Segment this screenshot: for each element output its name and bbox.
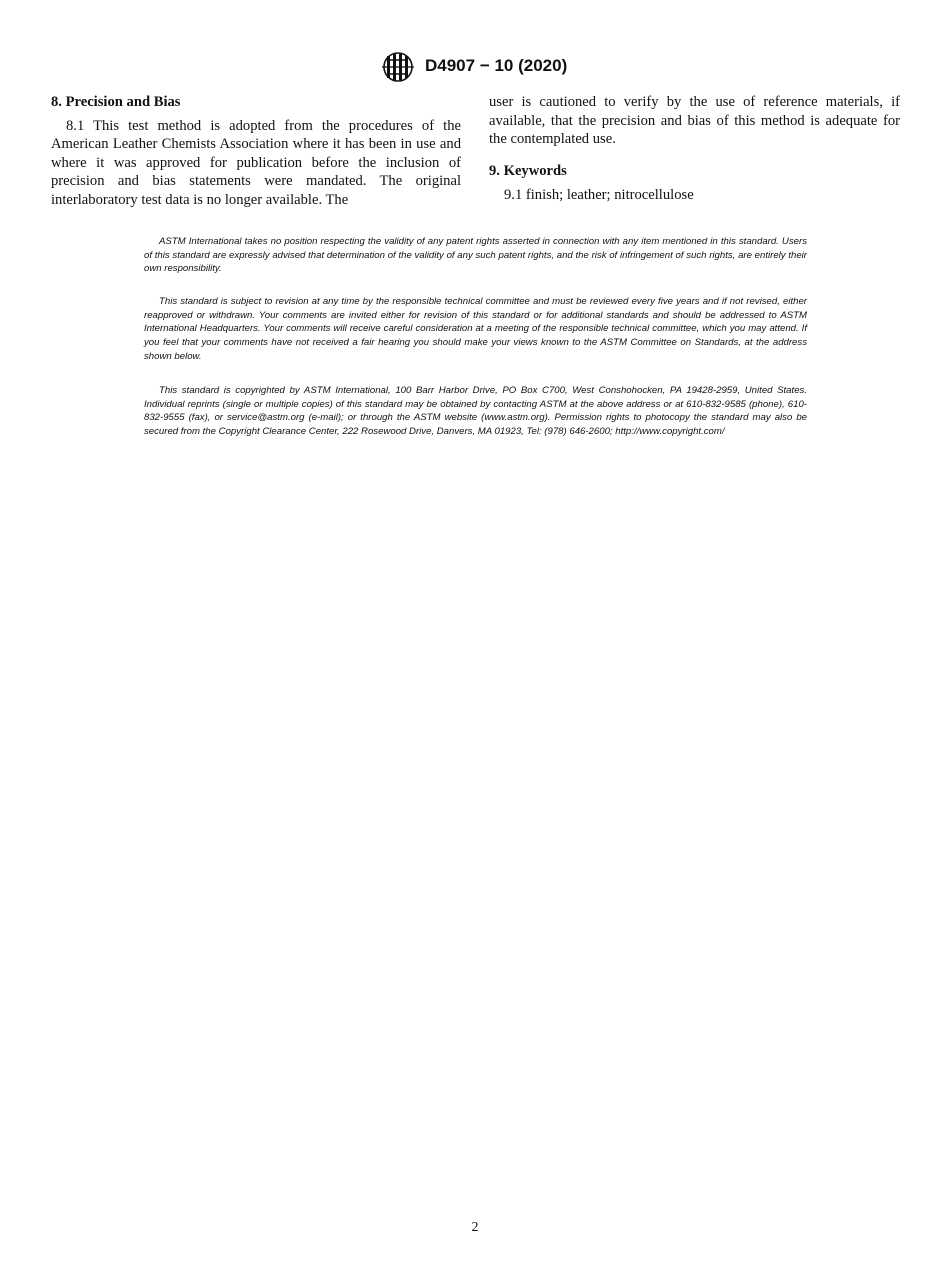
revision-notice: This standard is subject to revision at any time by the responsible technical committee and must be reviewed every five years and if not revised, either reapproved or withdrawn. Your comments are invited either for revision of this standard or for additional standards and should be addressed to ASTM International Headquarters. Your comments will receive careful consideration at a meeting of the responsible technical committee, which you may attend. If you feel that your comments have not received a fair hearing you should make your views known to the ASTM Committee on Standards, at the address shown below. bbox=[144, 296, 807, 362]
right-column bbox=[489, 93, 900, 205]
section-8-1-continuation: user is cautioned to verify by the use of reference materials, if available, that the precision and bias of this method is adequate for the contemplated use. bbox=[489, 94, 900, 147]
page-number: 2 bbox=[471, 1220, 479, 1235]
astm-logo-icon bbox=[378, 50, 418, 84]
section-8-heading: 8. Precision and Bias bbox=[51, 94, 181, 110]
section-8-1-paragraph: 8.1 This test method is adopted from the procedures of the American Leather Chemists Association where it has been in use and where it was approved for publication before the inclusion of precision and bias statements were mandated. The original interlaboratory test data is no longer available. The bbox=[51, 117, 461, 208]
section-9-1-paragraph: 9.1 finish; leather; nitrocellulose bbox=[504, 187, 694, 203]
page-header bbox=[0, 50, 950, 86]
copyright-notice: This standard is copyrighted by ASTM International, 100 Barr Harbor Drive, PO Box C700, West Conshohocken, PA 19428-2959, United States. Individual reprints (single or multiple copies) of this standard may be obtained by contacting ASTM at the above address or at 610-832-9585 (phone), 610-832-9555 (fax), or service@astm.org (e-mail); or through the ASTM website (www.astm.org). Permission rights to photocopy the standard may also be secured from the Copyright Clearance Center, 222 Rosewood Drive, Danvers, MA 01923, Tel: (978) 646-2600; http://www.copyright.com/ bbox=[144, 385, 807, 438]
patent-notice: ASTM International takes no position respecting the validity of any patent rights asserted in connection with any item mentioned in this standard. Users of this standard are expressly advised that determination of the validity of any such patent rights, and the risk of infringement of such rights, are entirely their own responsibility. bbox=[144, 236, 807, 275]
section-9-heading: 9. Keywords bbox=[489, 162, 567, 179]
document-designation: D4907 − 10 (2020) bbox=[425, 56, 568, 75]
left-column bbox=[51, 93, 461, 209]
